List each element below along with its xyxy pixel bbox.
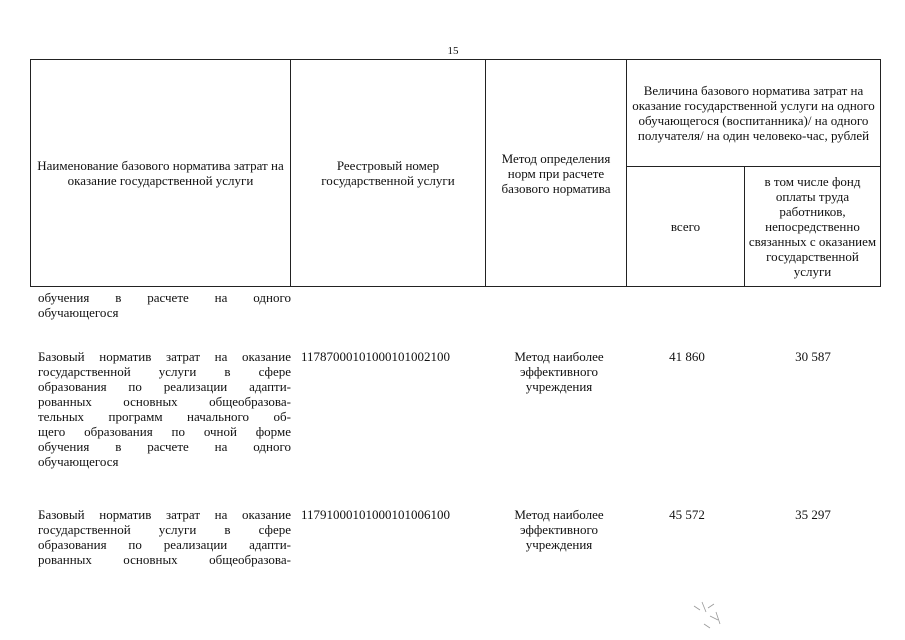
name-line: государственной услуги в сфере xyxy=(38,364,291,379)
name-line: рованных основных общеобразова- xyxy=(38,394,291,409)
name-line: государственной услуги в сфере xyxy=(38,522,291,537)
row-2-registry: 11791000101000101006100 xyxy=(301,507,451,522)
header-method: Метод определения норм при расчете базового норматива xyxy=(501,150,611,196)
row-2-fund: 35 297 xyxy=(795,507,831,522)
row-1-fund: 30 587 xyxy=(795,349,831,364)
name-line: рованных основных общеобразова- xyxy=(38,552,291,567)
row-1-method: Метод наиболее эффективного учреждения xyxy=(514,349,604,394)
header-registry: Реестровый номер государственной услуги xyxy=(321,158,455,188)
name-line: обучения в расчете на одного xyxy=(38,439,291,454)
name-line: образования по реализации адапти- xyxy=(38,537,291,552)
handwritten-mark-icon xyxy=(690,598,730,634)
page-number: 15 xyxy=(447,45,459,57)
header-name: Наименование базового норматива затрат на оказание государственной услуги xyxy=(37,158,284,188)
row-2-method: Метод наиболее эффективного учреждения xyxy=(514,507,604,552)
row-2-name xyxy=(38,507,291,567)
header-value: Величина базового норматива затрат на оказание государственной услуги на одного обучающегося (воспитанника)/ на одного получателя/ на один человеко-час, рублей xyxy=(632,83,875,143)
name-line: Базовый норматив затрат на оказание xyxy=(38,507,291,522)
row-1-registry: 11787000101000101002100 xyxy=(301,349,451,364)
name-line: щего образования по очной форме xyxy=(38,424,291,439)
name-line: Базовый норматив затрат на оказание xyxy=(38,349,291,364)
name-line: образования по реализации адапти- xyxy=(38,379,291,394)
row-1-name xyxy=(38,349,291,469)
name-line: обучающегося xyxy=(38,454,119,469)
continued-row-name xyxy=(38,290,291,320)
header-total: всего xyxy=(670,219,701,234)
row-1-total: 41 860 xyxy=(669,349,705,364)
name-line: тельных программ начального об- xyxy=(38,409,291,424)
name-line: обучения в расчете на одного xyxy=(38,290,291,305)
header-fund: в том числе фонд оплаты труда работников, непосредственно связанных с оказанием государственной услуги xyxy=(748,174,877,279)
row-2-total: 45 572 xyxy=(669,507,705,522)
name-line: обучающегося xyxy=(38,305,119,320)
